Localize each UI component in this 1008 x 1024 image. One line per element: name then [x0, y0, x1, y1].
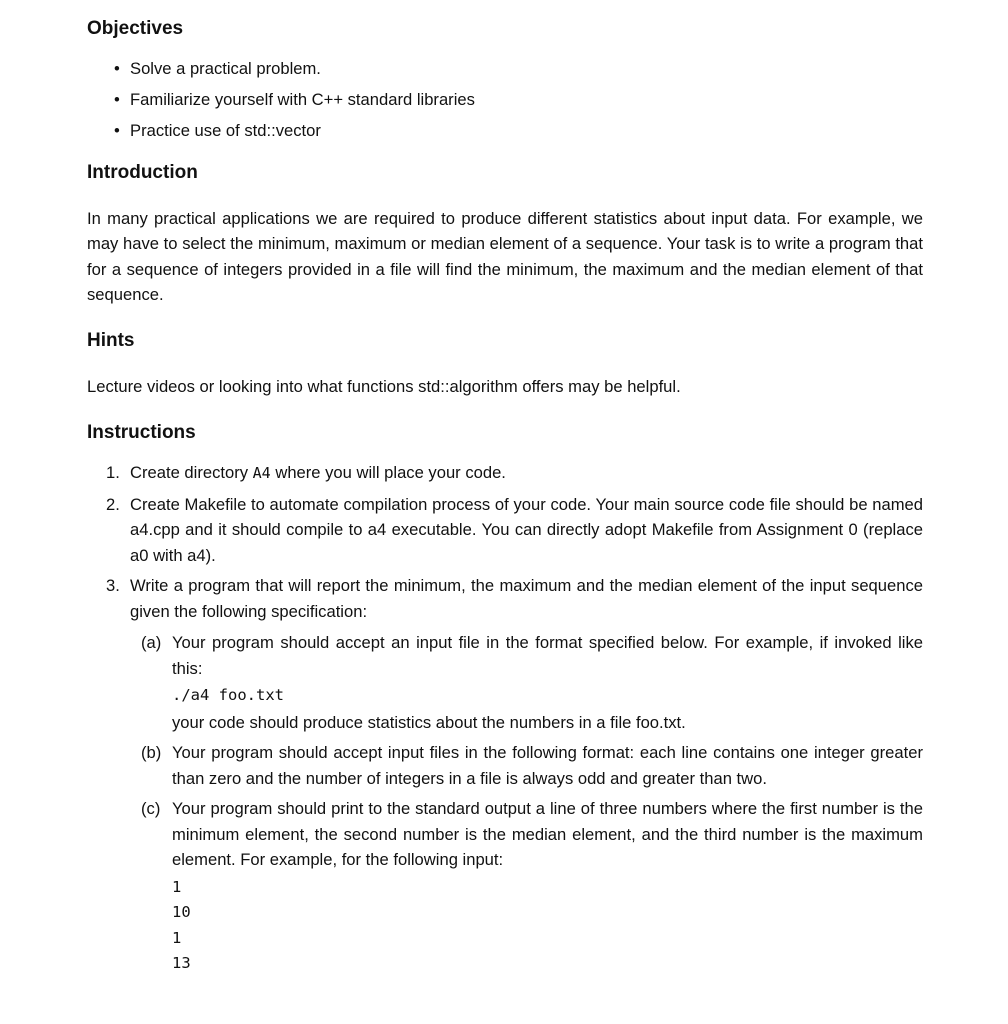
- code-example-line: 1: [172, 877, 182, 896]
- list-item: • Familiarize yourself with C++ standard libraries: [87, 87, 923, 113]
- instructions-list: [87, 460, 923, 977]
- bullet-icon: •: [114, 121, 120, 140]
- bullet-icon: •: [114, 59, 120, 78]
- document-page: [87, 16, 923, 982]
- list-item: 3. Write a program that will report the minimum, the maximum and the median element of the input sequence given the following specification: (a) Your program should accept an input file in the format specified below. For example, if invoked like this: ./a4 foo.txt your code should produce statistics about the numbers in a file foo.txt. (b) Your program should accept input files in the following format: each line contains one integer greater than zero and the number of integers in a file is always odd and greater than two. (c) Your program should print to the standard output a line of three numbers where the first number is the minimum element, the second number is the median element, and the third number is the maximum element. For example, for the following input: 1 10 1 13: [87, 573, 923, 977]
- list-item: • Solve a practical problem.: [87, 56, 923, 82]
- code-example: ./a4 foo.txt: [172, 686, 284, 704]
- objectives-list: [87, 56, 923, 144]
- hints-heading: Hints: [87, 329, 135, 351]
- bullet-icon: •: [114, 90, 120, 109]
- list-item: (a) Your program should accept an input file in the format specified below. For example, if invoked like this: ./a4 foo.txt your code should produce statistics about the numbers in a file foo.txt.: [141, 633, 923, 732]
- list-item: (b) Your program should accept input files in the following format: each line contains one integer greater than zero and the number of integers in a file is always odd and greater than two.: [141, 743, 923, 788]
- instructions-heading: Instructions: [87, 422, 196, 443]
- list-item: • Practice use of std::vector: [87, 118, 923, 144]
- list-item: 2. Create Makefile to automate compilation process of your code. Your main source code file should be named a4.cpp and it should compile to a4 executable. You can directly adopt Makefile from Assignment 0 (replace a0 with a4).: [106, 494, 923, 565]
- list-item: 1. Create directory A4 where you will place your code.: [106, 463, 506, 482]
- inline-code: A4: [252, 464, 271, 482]
- code-example-line: 10: [172, 903, 191, 921]
- introduction-heading: Introduction: [87, 161, 198, 183]
- code-example-line: 13: [172, 954, 191, 972]
- list-item: (c) Your program should print to the standard output a line of three numbers where the first number is the minimum element, the second number is the median element, and the third number is the maximum element. For example, for the following input: 1 10 1 13: [130, 796, 923, 977]
- objectives-heading: Objectives: [87, 18, 184, 39]
- code-example-line: 1: [172, 928, 182, 947]
- hints-paragraph: Lecture videos or looking into what functions std::algorithm offers may be helpful.: [87, 376, 681, 396]
- introduction-paragraph: In many practical applications we are required to produce different statistics about input data. For example, we may have to select the minimum, maximum or median element of a sequence. Your task is to write a program that for a sequence of integers provided in a file will find the minimum, the maximum and the median element of that sequence.: [87, 208, 923, 304]
- sub-list: [130, 630, 923, 977]
